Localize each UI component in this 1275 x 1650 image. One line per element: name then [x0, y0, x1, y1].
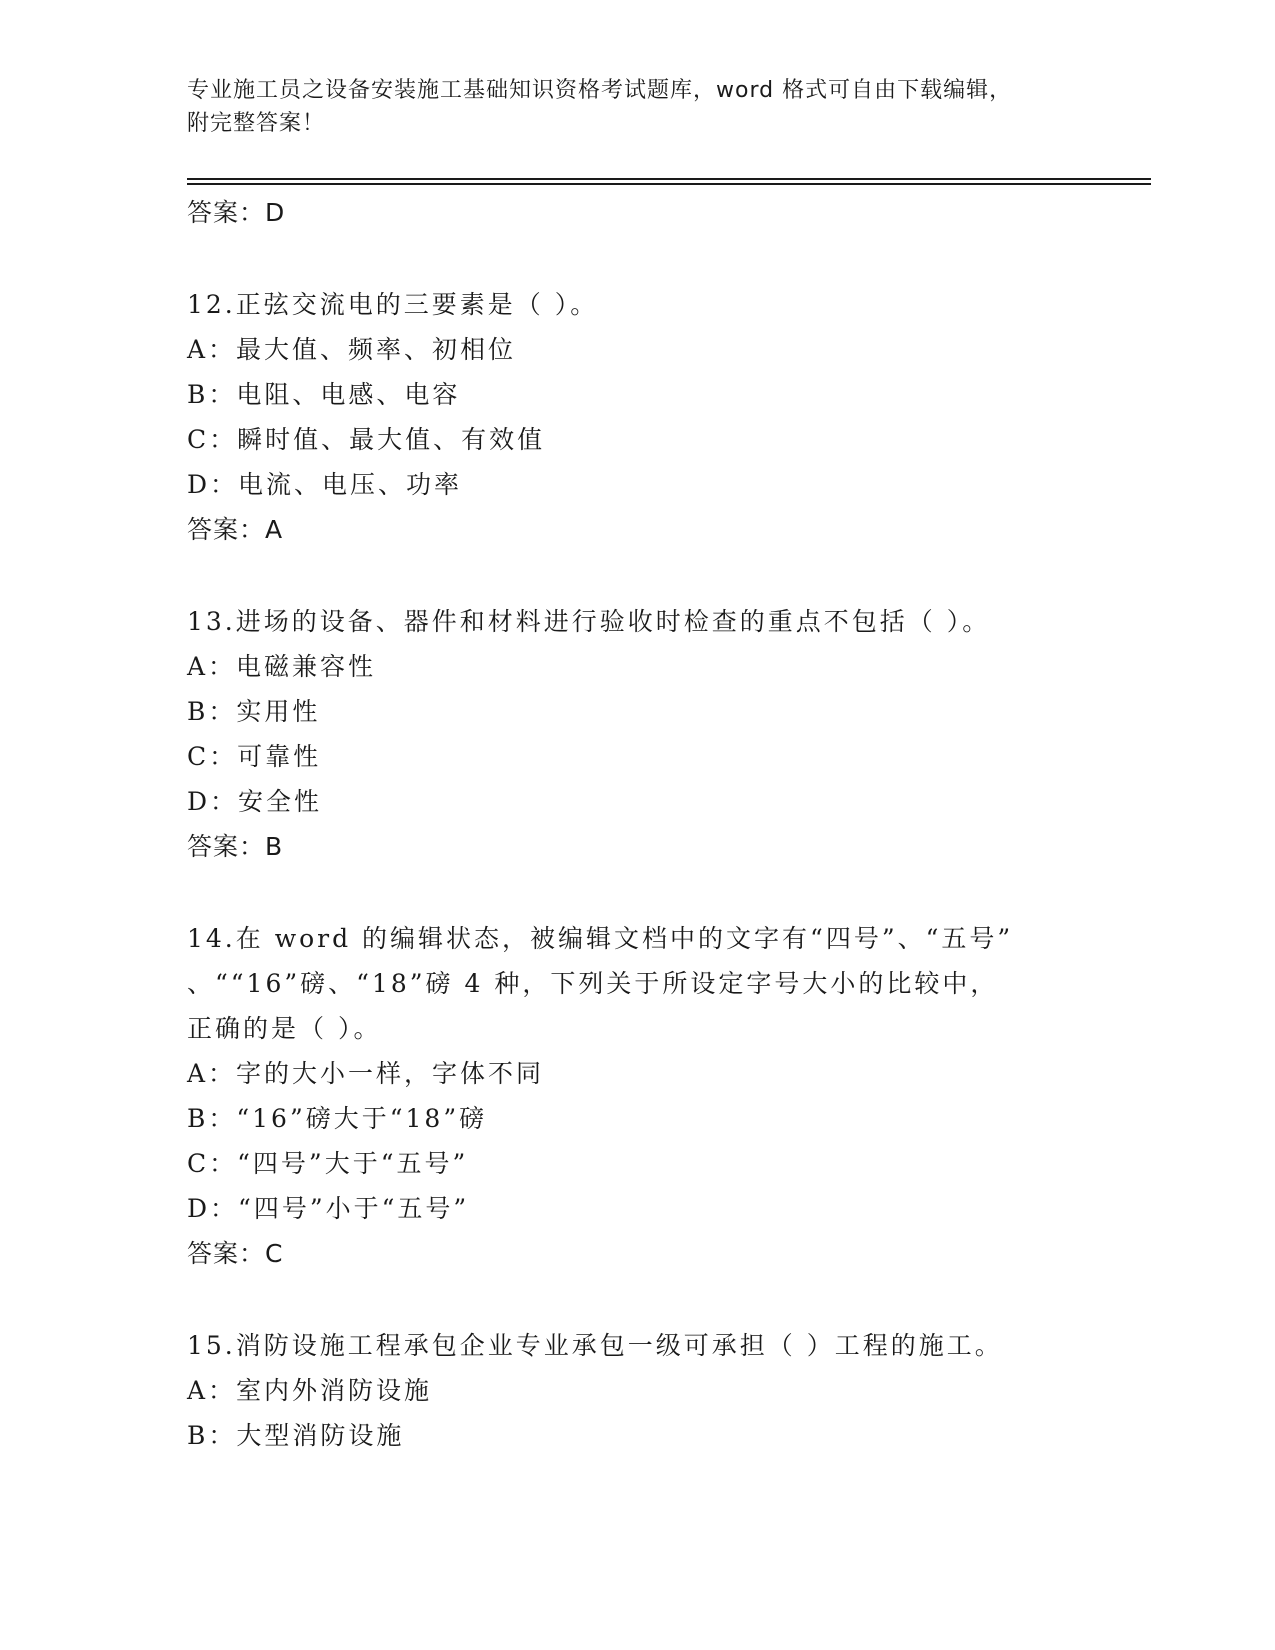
question-stem	[187, 282, 1087, 327]
option-b: B：“16”磅大于“18”磅	[187, 1104, 488, 1133]
option-a: A：字的大小一样，字体不同	[187, 1059, 545, 1088]
answer: 答案：A	[187, 515, 284, 544]
document-header	[187, 74, 1067, 140]
option-c: C：“四号”大于“五号”	[187, 1149, 469, 1178]
header-line-1: 专业施工员之设备安装施工基础知识资格考试题库，word 格式可自由下载编辑，	[187, 78, 1013, 103]
stem-line: 12.正弦交流电的三要素是（ ）。	[187, 290, 599, 319]
answer: 答案：B	[187, 832, 284, 861]
question-14	[187, 916, 1087, 1276]
option-c: C：瞬时值、最大值、有效值	[187, 425, 546, 454]
stem-line: 14.在 word 的编辑状态，被编辑文档中的文字有“四号”、“五号”	[187, 924, 1014, 953]
stem-line: 13.进场的设备、器件和材料进行验收时检查的重点不包括（ ）。	[187, 607, 991, 636]
question-stem	[187, 599, 1087, 644]
header-divider-top	[187, 178, 1151, 180]
option-b: B：大型消防设施	[187, 1421, 405, 1450]
stem-line: 15.消防设施工程承包企业专业承包一级可承担（ ）工程的施工。	[187, 1331, 1003, 1360]
question-15	[187, 1323, 1087, 1458]
option-d: D：“四号”小于“五号”	[187, 1194, 470, 1223]
question-13	[187, 599, 1087, 869]
header-line-2: 附完整答案！	[187, 111, 326, 136]
stem-line: 正确的是（ ）。	[187, 1014, 382, 1043]
question-list	[187, 190, 1087, 1458]
option-d: D：安全性	[187, 787, 323, 816]
stem-line: 、““16”磅、“18”磅 4 种，下列关于所设定字号大小的比较中，	[187, 969, 999, 998]
header-divider-bottom	[187, 183, 1151, 185]
answer: 答案：C	[187, 1239, 284, 1268]
option-a: A：最大值、频率、初相位	[187, 335, 517, 364]
option-a: A：室内外消防设施	[187, 1376, 433, 1405]
previous-answer: 答案：D	[187, 198, 286, 227]
option-c: C：可靠性	[187, 742, 322, 771]
question-12	[187, 282, 1087, 552]
question-stem	[187, 916, 1087, 1051]
option-b: B：电阻、电感、电容	[187, 380, 461, 409]
option-b: B：实用性	[187, 697, 321, 726]
question-stem	[187, 1323, 1087, 1368]
option-d: D：电流、电压、功率	[187, 470, 463, 499]
option-a: A：电磁兼容性	[187, 652, 377, 681]
